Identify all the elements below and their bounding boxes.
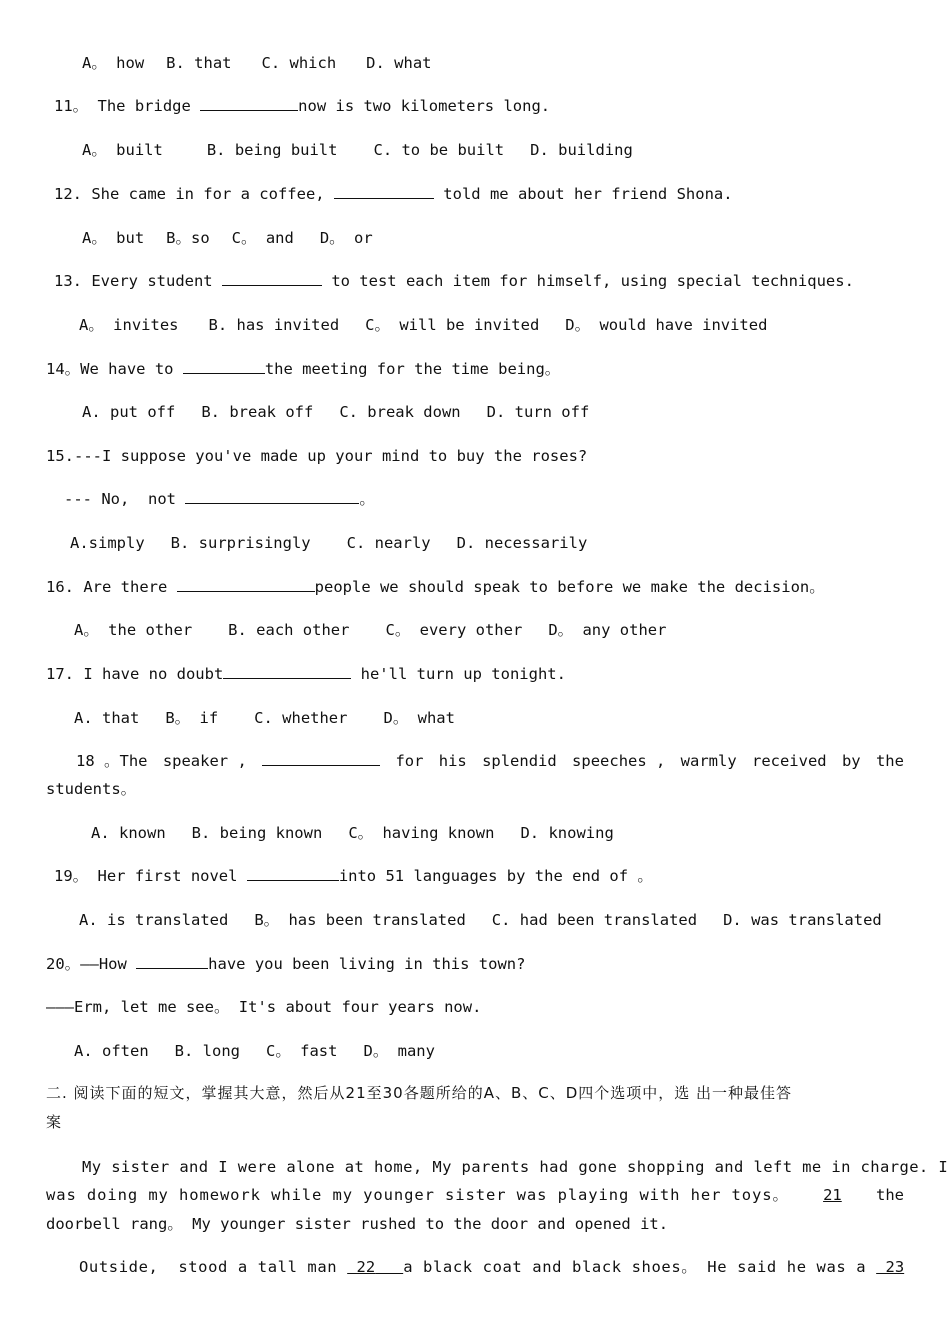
q18-word: received xyxy=(751,752,827,770)
q19-option-d: D. was translated xyxy=(723,911,882,929)
q15-options xyxy=(70,533,587,553)
q20-stem-text: 20。——How xyxy=(46,955,137,973)
q11-option-b: B. being built xyxy=(206,141,338,159)
q17-stem xyxy=(46,664,566,684)
q14-options xyxy=(82,402,589,422)
q19-option-a: A. is translated xyxy=(79,911,229,929)
passage-text: was doing my homework while my younger sister was playing with her toys。 xyxy=(46,1186,789,1204)
q16-option-d: D。 any other xyxy=(548,621,667,639)
q17-option-c: C. whether xyxy=(254,709,348,727)
passage-line-2 xyxy=(46,1185,904,1205)
q19-stem xyxy=(54,866,653,886)
q16-option-b: B. each other xyxy=(228,621,350,639)
q13-stem xyxy=(54,271,854,291)
q13-options xyxy=(79,315,767,335)
q16-options xyxy=(74,620,666,640)
q12-options xyxy=(82,228,373,248)
q12-stem-text-end: told me about her friend Shona. xyxy=(433,185,733,203)
q10-options xyxy=(82,53,431,73)
blank-22[interactable] xyxy=(347,1257,403,1277)
q13-option-c: C。 will be invited xyxy=(365,316,540,334)
q18-word: the xyxy=(875,752,904,770)
q18-option-a: A. known xyxy=(91,824,166,842)
q16-answer-blank[interactable] xyxy=(177,577,315,592)
q16-stem xyxy=(46,577,825,597)
q11-option-d: D. building xyxy=(530,141,633,159)
passage-text: Outside, stood a tall man xyxy=(79,1258,348,1276)
passage-line-1 xyxy=(82,1157,949,1177)
q10-option-c: C. which xyxy=(261,54,337,72)
q20-option-b: B. long xyxy=(174,1042,240,1060)
q17-stem-text: 17. I have no doubt xyxy=(46,665,224,683)
q12-stem xyxy=(54,184,733,204)
q15-option-b: B. surprisingly xyxy=(170,534,311,552)
q18-word: speaker , xyxy=(162,752,247,770)
q18-word: by xyxy=(841,752,861,770)
q14-stem-text-end: the meeting for the time being。 xyxy=(264,360,561,378)
q18-option-d: D. knowing xyxy=(520,824,614,842)
q14-option-a: A. put off xyxy=(82,403,176,421)
q13-stem-text-end: to test each item for himself, using special techniques. xyxy=(321,272,854,290)
q17-option-b: B。 if xyxy=(165,709,219,727)
q20-stem xyxy=(46,954,525,974)
q13-option-b: B. has invited xyxy=(208,316,340,334)
q20-answer-blank[interactable] xyxy=(136,954,208,969)
q19-option-c: C. had been translated xyxy=(491,911,698,929)
q18-word: for xyxy=(395,752,424,770)
passage-line-3: doorbell rang。 My younger sister rushed to the door and opened it. xyxy=(46,1215,669,1233)
q18-word: his xyxy=(438,752,467,770)
q14-option-c: C. break down xyxy=(339,403,461,421)
q19-answer-blank[interactable] xyxy=(247,866,339,881)
q15-reply-end: 。 xyxy=(359,490,375,508)
q20-reply: ———Erm, let me see。 It's about four years now. xyxy=(46,998,482,1016)
q18-word: warmly xyxy=(680,752,737,770)
q16-option-c: C。 every other xyxy=(385,621,523,639)
q12-option-a: A。 but xyxy=(82,229,145,247)
q18-word: 18 。The xyxy=(76,752,148,770)
q19-option-b: B。 has been translated xyxy=(254,911,466,929)
q19-stem-text-end: into 51 languages by the end of 。 xyxy=(338,867,653,885)
q12-option-b: B。so xyxy=(166,229,210,247)
q10-option-d: D. what xyxy=(366,54,432,72)
q13-option-a: A。 invites xyxy=(79,316,179,334)
q18-option-b: B. being known xyxy=(191,824,323,842)
q14-stem-text: 14。We have to xyxy=(46,360,183,378)
q15-answer-blank[interactable] xyxy=(185,489,359,504)
section2-instructions: 二. 阅读下面的短文，掌握其大意，然后从21至30各题所给的A、B、C、D四个选项中，选 出一种最佳答 xyxy=(46,1084,793,1102)
q18-options xyxy=(91,823,614,843)
q11-options xyxy=(82,140,633,160)
q13-option-d: D。 would have invited xyxy=(565,316,768,334)
q17-option-a: A. that xyxy=(74,709,140,727)
q14-answer-blank[interactable] xyxy=(183,359,265,374)
q15-reply xyxy=(64,489,375,509)
q11-stem-text: 11。 The bridge xyxy=(54,97,201,115)
q18-answer-blank[interactable] xyxy=(262,751,380,766)
q15-option-d: D. necessarily xyxy=(456,534,588,552)
blank-23-number: 23 xyxy=(885,1258,905,1276)
q19-options xyxy=(79,910,882,930)
q11-stem-text-end: now is two kilometers long. xyxy=(298,97,551,115)
passage-text: a black coat and black shoes。 He said he was a xyxy=(403,1258,877,1276)
q17-options xyxy=(74,708,455,728)
q14-option-d: D. turn off xyxy=(486,403,590,421)
q14-stem xyxy=(46,359,560,379)
q20-option-c: C。 fast xyxy=(265,1042,338,1060)
blank-21[interactable]: 21 xyxy=(823,1186,842,1204)
q15-stem: 15.---I suppose you've made up your mind to buy the roses? xyxy=(46,447,588,465)
q12-option-c: C。 and xyxy=(231,229,294,247)
q14-option-b: B. break off xyxy=(201,403,314,421)
q13-stem-text: 13. Every student xyxy=(54,272,222,290)
passage-text: the xyxy=(875,1186,904,1204)
section2-instructions-cont: 案 xyxy=(46,1113,63,1131)
q20-option-d: D。 many xyxy=(363,1042,435,1060)
passage-text: My sister and I were alone at home, My parents had gone shopping and left me in charge. I xyxy=(82,1158,949,1176)
q11-option-a: A。 built xyxy=(82,141,163,159)
q15-option-a: A.simply xyxy=(70,534,145,552)
q12-stem-text: 12. She came in for a coffee, xyxy=(54,185,334,203)
q20-options xyxy=(74,1041,435,1061)
q15-option-c: C. nearly xyxy=(346,534,431,552)
q16-option-a: A。 the other xyxy=(74,621,193,639)
q15-reply-text: --- No, not xyxy=(64,490,186,508)
q20-stem-text-end: have you been living in this town? xyxy=(208,955,526,973)
q18-stem xyxy=(76,751,904,771)
blank-22-number: 22 xyxy=(356,1258,376,1276)
q18-stem-continued: students。 xyxy=(46,780,137,798)
q13-answer-blank[interactable] xyxy=(222,271,322,286)
q10-option-b: B. that xyxy=(166,54,232,72)
q17-option-d: D。 what xyxy=(383,709,455,727)
q16-stem-text-end: people we should speak to before we make the decision。 xyxy=(314,578,825,596)
q20-option-a: A. often xyxy=(74,1042,149,1060)
blank-23[interactable] xyxy=(876,1257,904,1277)
q17-stem-text-end: he'll turn up tonight. xyxy=(351,665,566,683)
q12-option-d: D。 or xyxy=(319,229,373,247)
q18-word: speeches , xyxy=(572,752,666,770)
q10-option-a: A。 how xyxy=(82,54,145,72)
q18-word: splendid xyxy=(482,752,557,770)
q18-option-c: C。 having known xyxy=(348,824,495,842)
q11-stem xyxy=(54,96,550,116)
q12-answer-blank[interactable] xyxy=(334,184,434,199)
q11-answer-blank[interactable] xyxy=(200,96,298,111)
q17-answer-blank[interactable] xyxy=(223,664,351,679)
passage-line-4 xyxy=(79,1257,904,1277)
q16-stem-text: 16. Are there xyxy=(46,578,177,596)
q19-stem-text: 19。 Her first novel xyxy=(54,867,247,885)
q11-option-c: C. to be built xyxy=(373,141,505,159)
